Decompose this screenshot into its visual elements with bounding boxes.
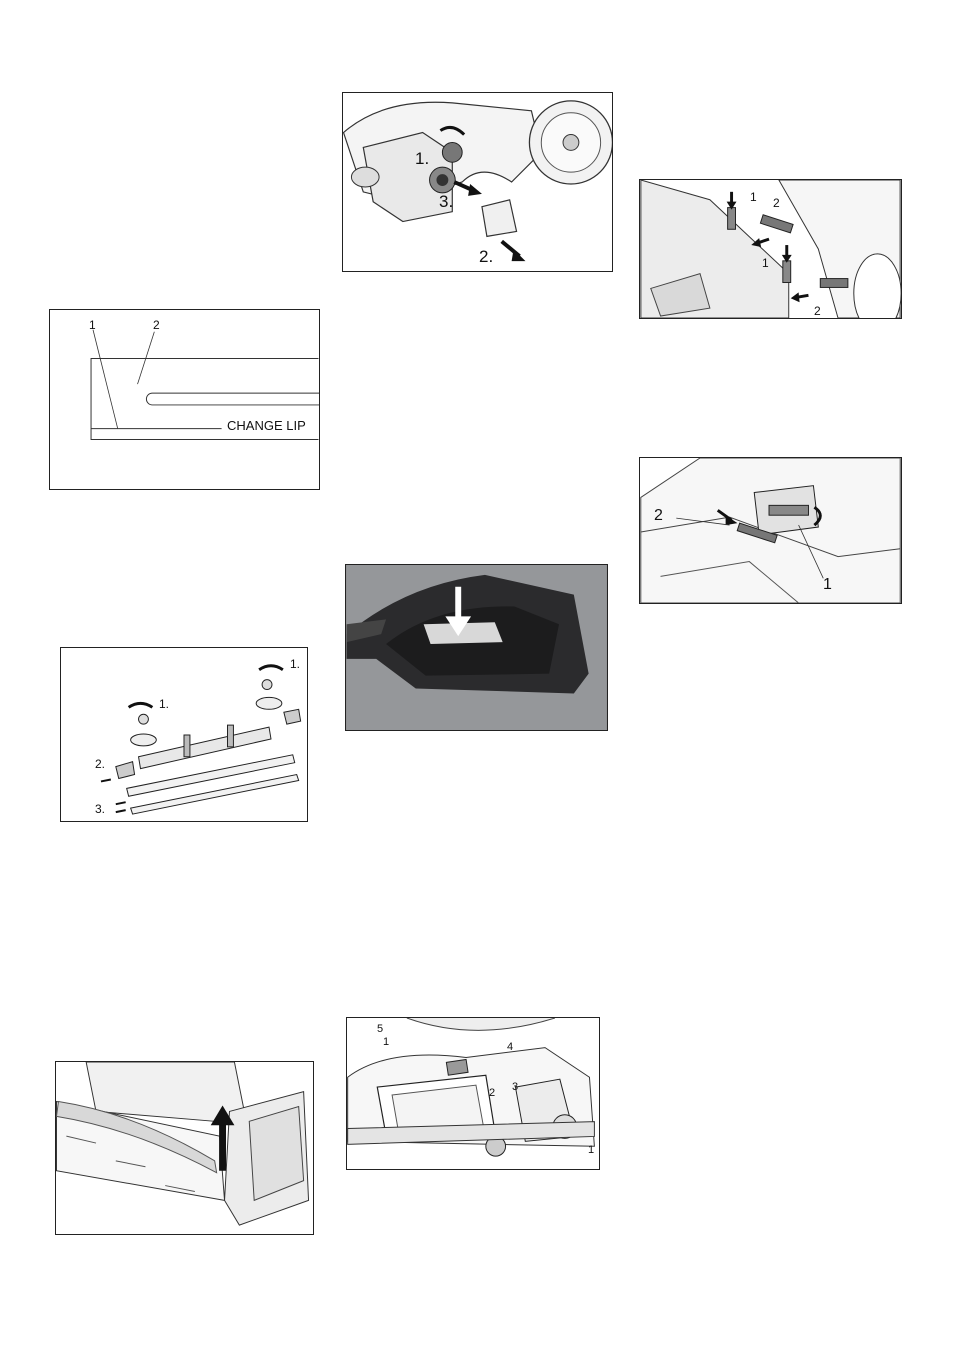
handle-label-2: 2 xyxy=(654,507,663,524)
underside-label-1: 1 xyxy=(383,1036,390,1048)
handle-illustration xyxy=(640,458,901,603)
figure-change-lip xyxy=(49,309,320,490)
underside-label-1b: 1 xyxy=(588,1144,595,1156)
bumper-lift-illustration xyxy=(56,1062,313,1234)
step-1-label: 1. xyxy=(415,149,430,168)
squeegee-illustration xyxy=(61,648,307,821)
change-lip-text: CHANGE LIP xyxy=(227,418,306,433)
figure-tool-removal xyxy=(342,92,613,272)
figure-bumper-lift xyxy=(55,1061,314,1235)
squeegee-step-1a: 1. xyxy=(159,697,170,711)
figure-handle xyxy=(639,457,902,604)
step-2-label: 2. xyxy=(479,247,494,266)
underside-label-2: 2 xyxy=(489,1087,496,1099)
squeegee-step-2: 2. xyxy=(95,757,106,771)
pin-label-1b: 1 xyxy=(762,256,769,270)
figure-squeegee xyxy=(60,647,308,822)
handle-label-1: 1 xyxy=(823,576,832,593)
figure-latch-photo xyxy=(345,564,608,731)
pins-illustration xyxy=(640,180,901,318)
change-lip-illustration xyxy=(50,310,319,489)
pin-label-1a: 1 xyxy=(750,190,757,204)
step-3-label: 3. xyxy=(439,192,454,211)
machine-side-illustration xyxy=(343,93,612,271)
squeegee-step-1b: 1. xyxy=(290,657,301,671)
figure-underside xyxy=(346,1017,600,1170)
pin-label-2a: 2 xyxy=(773,196,780,210)
pin-label-2b: 2 xyxy=(814,304,821,318)
latch-photo xyxy=(346,565,607,730)
lip-label-1: 1 xyxy=(89,318,96,332)
squeegee-step-3: 3. xyxy=(95,802,106,816)
underside-label-5: 5 xyxy=(377,1023,384,1035)
underside-label-4: 4 xyxy=(507,1041,514,1053)
figure-pins xyxy=(639,179,902,319)
underside-label-3: 3 xyxy=(512,1081,519,1093)
lip-label-2: 2 xyxy=(153,318,160,332)
